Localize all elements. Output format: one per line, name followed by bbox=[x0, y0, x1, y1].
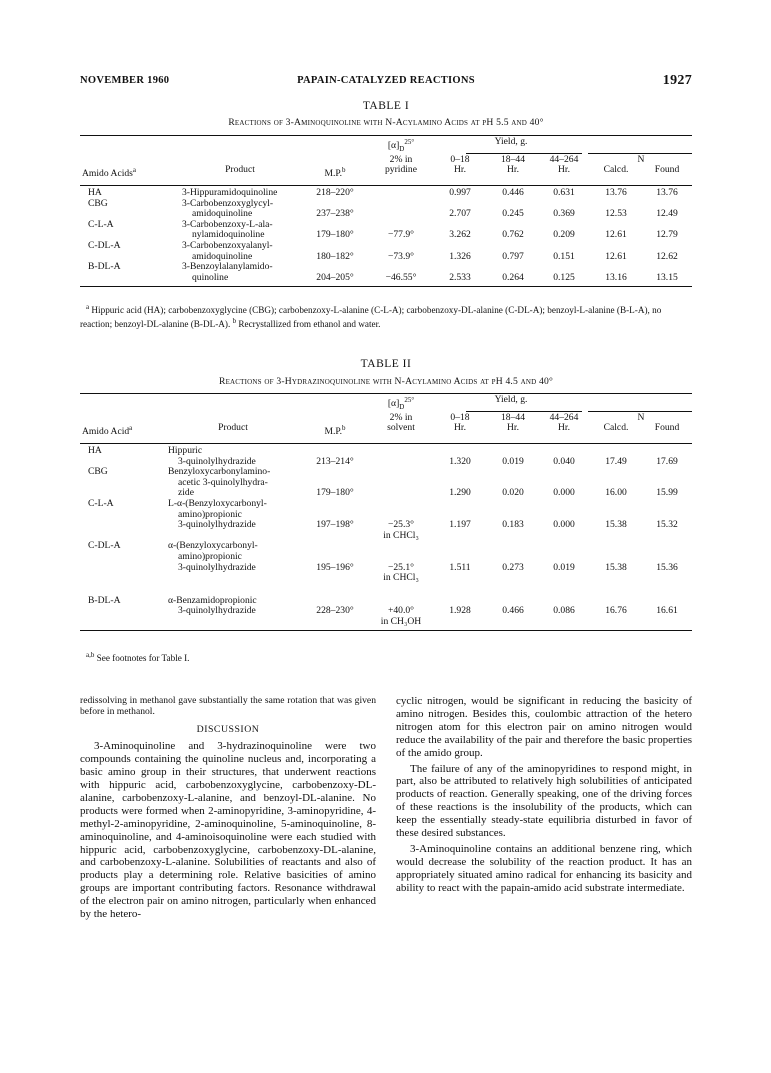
table1-y2-hr: Hr. bbox=[507, 164, 519, 176]
page-number: 1927 bbox=[662, 73, 692, 88]
table1-found-header: Found bbox=[654, 164, 680, 176]
table2-rotation-symbol: $[\alpha]_D^{25^\circ}$ bbox=[387, 396, 415, 412]
yield-cell: 0.797 bbox=[502, 250, 524, 262]
yield-cell: 0.040 bbox=[553, 455, 575, 467]
table1-yield-header: Yield, g. bbox=[494, 136, 528, 147]
product-cell: α-(Benzyloxycarbonyl- amino)propionic 3-quinolylhydrazide bbox=[168, 540, 258, 573]
yield-cell: 1.290 bbox=[449, 487, 471, 499]
rotation-cell: −46.55° bbox=[385, 271, 417, 283]
yield-cell: 0.209 bbox=[553, 229, 575, 241]
yield-cell: 0.125 bbox=[553, 271, 575, 283]
yield-cell: 0.019 bbox=[553, 561, 575, 573]
found-cell: 12.49 bbox=[656, 208, 678, 220]
table1-rotation-symbol: $[\alpha]_D^{25^\circ}$ bbox=[387, 138, 415, 154]
table-row-continuation bbox=[80, 617, 692, 628]
table2-y2-range: 18–44 bbox=[501, 411, 525, 423]
yield-cell: 0.019 bbox=[502, 455, 524, 467]
mp-cell: 237–238° bbox=[316, 208, 354, 220]
table1-mp-header: M.P.$^b$ bbox=[324, 166, 346, 180]
table-row bbox=[80, 199, 692, 220]
table-row-continuation bbox=[80, 573, 692, 584]
table1-amido-header: Amido Acids$^a$ bbox=[82, 166, 137, 180]
left-column bbox=[80, 695, 376, 921]
rotation-cell: +40.0° bbox=[387, 605, 415, 617]
amido-cell: C-DL-A bbox=[88, 540, 121, 552]
table-row bbox=[80, 446, 692, 467]
mp-cell: 179–180° bbox=[316, 487, 354, 499]
table-row bbox=[80, 596, 692, 617]
calcd-cell: 16.76 bbox=[605, 605, 627, 617]
yield-cell: 2.707 bbox=[449, 208, 471, 220]
amido-cell: HA bbox=[88, 445, 102, 457]
table2-header bbox=[80, 395, 692, 443]
right-column bbox=[396, 695, 692, 895]
amido-cell: C-L-A bbox=[88, 218, 114, 230]
rotation-cell: −25.3° bbox=[387, 519, 415, 531]
header-title: PAPAIN-CATALYZED REACTIONS bbox=[297, 75, 475, 86]
yield-cell: 1.320 bbox=[449, 455, 471, 467]
table2-caption: Reactions of 3-Hydrazinoquinoline with N-Acylamino Acids at pH 4.5 and 40° bbox=[218, 376, 554, 387]
running-header bbox=[80, 75, 692, 89]
table1-product-header: Product bbox=[225, 164, 255, 176]
table2-amido-header: Amido Acid$^a$ bbox=[82, 424, 133, 438]
found-cell: 12.62 bbox=[656, 250, 678, 262]
table1-y3-hr: Hr. bbox=[558, 164, 570, 176]
yield-cell: 0.264 bbox=[502, 271, 524, 283]
rotation-cell bbox=[370, 446, 432, 467]
table1 bbox=[80, 137, 692, 287]
mp-cell: 228–230° bbox=[316, 605, 354, 617]
yield-cell: 0.631 bbox=[553, 187, 575, 199]
rotation-cell: −25.1° bbox=[387, 561, 415, 573]
table2-mp-header: M.P.$^b$ bbox=[324, 424, 346, 438]
yield-cell: 0.183 bbox=[502, 519, 524, 531]
yield-cell: 1.197 bbox=[449, 519, 471, 531]
yield-cell: 0.762 bbox=[502, 229, 524, 241]
rotation-cell bbox=[370, 188, 432, 199]
mp-cell: 213–214° bbox=[316, 455, 354, 467]
table2-found-header: Found bbox=[654, 422, 680, 434]
yield-cell: 0.446 bbox=[502, 187, 524, 199]
found-cell: 13.76 bbox=[656, 187, 678, 199]
found-cell: 15.32 bbox=[656, 519, 678, 531]
table1-caption: Reactions of 3-Aminoquinoline with N-Acylamino Acids at pH 5.5 and 40° bbox=[228, 117, 544, 128]
rotation-cell: −73.9° bbox=[387, 250, 415, 262]
table1-y1-hr: Hr. bbox=[454, 164, 466, 176]
table1-title: TABLE I bbox=[362, 100, 410, 112]
product-cell: 3-Benzoylalanylamido- quinoline bbox=[182, 261, 273, 283]
left-intro-paragraph: redissolving in methanol gave substantially the same rotation that was given before in methanol. bbox=[80, 695, 376, 718]
yield-cell: 0.086 bbox=[553, 605, 575, 617]
table2-rotation-line3: solvent bbox=[387, 422, 415, 434]
table-row bbox=[80, 467, 692, 499]
mp-cell: 179–180° bbox=[316, 229, 354, 241]
table2 bbox=[80, 395, 692, 631]
product-cell: α-Benzamidopropionic 3-quinolylhydrazide bbox=[168, 594, 257, 617]
table2-top-rule bbox=[80, 393, 692, 394]
amido-cell: B-DL-A bbox=[88, 261, 121, 273]
table1-header bbox=[80, 137, 692, 185]
rotation-cell bbox=[370, 199, 432, 220]
amido-cell: C-DL-A bbox=[88, 240, 121, 252]
left-paragraph-1: 3-Aminoquinoline and 3-hydrazinoquinoline were two compounds containing the quinoline nucleus and, incorporating a basic amino group in their structures, that underwent reactions with hippuric acid, carbobenzoxyglycine, carbobenzoxy-DL-alanine, carbobenzoxy-L-alanine, and benzoyl-DL-alanine. No products were formed when 2-aminopyridine, 3-aminopyridine, 4-methyl-2-aminopyridine, 2-aminoquinoline, 5-aminoquinoline, 8-aminoquinoline, and 4-aminoisoquinoline were each studied with hippuric acid, carbobenzoxyglycine, carbobenzoxy-DL-alanine, and carbobenzoxy-L-alanine. Solubilities of reactants and also of products play a determining role. Relative basicities of amino groups are important contributing factors. Resonance withdrawal of the electron pair on amino nitrogen, particularly when enhanced by the hetero- bbox=[80, 740, 376, 921]
table1-y3-range: 44–264 bbox=[549, 153, 579, 165]
yield-cell: 0.000 bbox=[553, 519, 575, 531]
rotation-cell: −77.9° bbox=[387, 229, 415, 241]
yield-cell: 0.273 bbox=[502, 561, 524, 573]
table2-y1-hr: Hr. bbox=[454, 422, 466, 434]
calcd-cell: 15.38 bbox=[605, 519, 627, 531]
rotation-solvent: in CHCl₃ bbox=[383, 529, 419, 541]
table2-calcd-header: Calcd. bbox=[603, 422, 629, 434]
table1-footnote-b: Recrystallized from ethanol and water. bbox=[238, 319, 381, 330]
table2-n-header: N bbox=[637, 411, 645, 423]
table-row bbox=[80, 188, 692, 199]
right-paragraph-3: 3-Aminoquinoline contains an additional benzene ring, which would decrease the solubility of the reaction product. It has an appropriately situated amino radical for enhancing its basicity and ability to react with the papain-amido acid substrate intermediate. bbox=[396, 842, 692, 894]
yield-cell: 1.928 bbox=[449, 605, 471, 617]
yield-cell: 0.369 bbox=[553, 208, 575, 220]
table1-rotation-line3: pyridine bbox=[385, 164, 417, 176]
table2-y3-hr: Hr. bbox=[558, 422, 570, 434]
yield-cell: 3.262 bbox=[449, 229, 471, 241]
amido-cell: CBG bbox=[88, 197, 108, 209]
table-row bbox=[80, 241, 692, 262]
calcd-cell: 12.61 bbox=[605, 250, 627, 262]
rotation-solvent: in CH₃OH bbox=[380, 615, 422, 627]
amido-cell: CBG bbox=[88, 466, 108, 478]
yield-cell: 1.326 bbox=[449, 250, 471, 262]
table1-rotation-line2: 2% in bbox=[389, 153, 413, 165]
table1-footnote-a: Hippuric acid (HA); carbobenzoxyglycine (CBG); carbobenzoxy-L-alanine (C-L-A); carbobenzoxy-DL-alanine (C-DL-A); benzoyl-L-alanine (B-L-A), no reaction; benzoyl-DL-alanine (B-DL-A). bbox=[80, 305, 662, 330]
table2-y1-range: 0–18 bbox=[450, 411, 470, 423]
amido-cell: B-DL-A bbox=[88, 594, 121, 606]
rotation-solvent: in CHCl₃ bbox=[383, 572, 419, 584]
table2-yield-header: Yield, g. bbox=[494, 394, 528, 405]
mp-cell: 195–196° bbox=[316, 561, 354, 573]
found-cell: 13.15 bbox=[656, 271, 678, 283]
rotation-cell bbox=[370, 467, 432, 499]
table1-calcd-header: Calcd. bbox=[603, 164, 629, 176]
calcd-cell: 13.76 bbox=[605, 187, 627, 199]
mp-cell: 204–205° bbox=[316, 271, 354, 283]
found-cell: 15.36 bbox=[656, 561, 678, 573]
yield-cell: 1.511 bbox=[449, 561, 471, 573]
table-row bbox=[80, 220, 692, 241]
product-cell: Hippuric 3-quinolylhydrazide bbox=[168, 445, 256, 467]
found-cell: 15.99 bbox=[656, 487, 678, 499]
found-cell: 17.69 bbox=[656, 455, 678, 467]
yield-cell: 0.466 bbox=[502, 605, 524, 617]
found-cell: 16.61 bbox=[656, 605, 678, 617]
calcd-cell: 16.00 bbox=[605, 487, 627, 499]
calcd-cell: 15.38 bbox=[605, 561, 627, 573]
found-cell: 12.79 bbox=[656, 229, 678, 241]
table1-y2-range: 18–44 bbox=[501, 153, 525, 165]
amido-cell: HA bbox=[88, 187, 102, 199]
table2-rotation-line2: 2% in bbox=[389, 411, 413, 423]
table2-y3-range: 44–264 bbox=[549, 411, 579, 423]
product-cell: 3-Carbobenzoxyalanyl- amidoquinoline bbox=[182, 240, 273, 262]
right-paragraph-2: The failure of any of the aminopyridines to respond might, in part, also be attributed to relatively high solubilities of anticipated products of reaction. Generally speaking, one of the driving forces of these reactions is the insolubility of the products, which can keep the essentially steady-state equilibria disturbed in favor of these desired substances. bbox=[396, 762, 692, 840]
table1-footnotes: $^a$ Hippuric acid (HA); carbobenzoxyglycine (CBG); carbobenzoxy-L-alanine (C-L-A); carbobenzoxy-DL-alanine (C-DL-A); benzoyl-L-alanine (B-L-A), no reaction; benzoyl-DL-alanine (B-DL-A). $^b$ Recrystallized from ethanol and water. bbox=[80, 303, 662, 330]
table2-title: TABLE II bbox=[360, 358, 412, 370]
yield-cell: 0.000 bbox=[553, 487, 575, 499]
calcd-cell: 12.53 bbox=[605, 208, 627, 220]
product-cell: L-α-(Benzyloxycarbonyl- amino)propionic 3-quinolylhydrazide bbox=[168, 498, 267, 531]
right-paragraph-1: cyclic nitrogen, would be significant in reducing the basicity of amino nitrogen. Besides this, coulombic attraction of the hetero nitrogen atom for this electron pair on amino nitrogen would reduce the availability of the pair and therefore the basic properties of the amido group. bbox=[396, 695, 692, 759]
table-row bbox=[80, 499, 692, 531]
yield-cell: 2.533 bbox=[449, 271, 471, 283]
header-date: NOVEMBER 1960 bbox=[80, 75, 170, 86]
discussion-heading: DISCUSSION bbox=[196, 724, 260, 736]
amido-cell: C-L-A bbox=[88, 498, 114, 510]
mp-cell: 180–182° bbox=[316, 250, 354, 262]
mp-cell: 197–198° bbox=[316, 519, 354, 531]
table2-product-header: Product bbox=[218, 422, 248, 434]
product-cell: 3-Carbobenzoxy-L-ala- nylamidoquinoline bbox=[182, 218, 273, 241]
product-cell: Benzyloxycarbonylamino- acetic 3-quinolylhydra- zide bbox=[168, 466, 271, 499]
product-cell: 3-Carbobenzoxyglycyl- amidoquinoline bbox=[182, 197, 274, 220]
table-row bbox=[80, 541, 692, 573]
yield-cell: 0.997 bbox=[449, 187, 471, 199]
calcd-cell: 17.49 bbox=[605, 455, 627, 467]
yield-cell: 0.151 bbox=[553, 250, 575, 262]
table-row bbox=[80, 262, 692, 283]
calcd-cell: 12.61 bbox=[605, 229, 627, 241]
yield-cell: 0.020 bbox=[502, 487, 524, 499]
yield-cell: 0.245 bbox=[502, 208, 524, 220]
table1-n-header: N bbox=[637, 153, 645, 165]
table1-top-rule bbox=[80, 135, 692, 136]
product-cell: 3-Hippuramidoquinoline bbox=[182, 187, 278, 199]
table2-footnote: $^{a,b}$ See footnotes for Table I. bbox=[86, 651, 190, 664]
calcd-cell: 13.16 bbox=[605, 271, 627, 283]
table2-y2-hr: Hr. bbox=[507, 422, 519, 434]
table1-body bbox=[80, 185, 692, 286]
mp-cell: 218–220° bbox=[316, 187, 354, 199]
table2-body bbox=[80, 443, 692, 631]
table1-y1-range: 0–18 bbox=[450, 153, 470, 165]
